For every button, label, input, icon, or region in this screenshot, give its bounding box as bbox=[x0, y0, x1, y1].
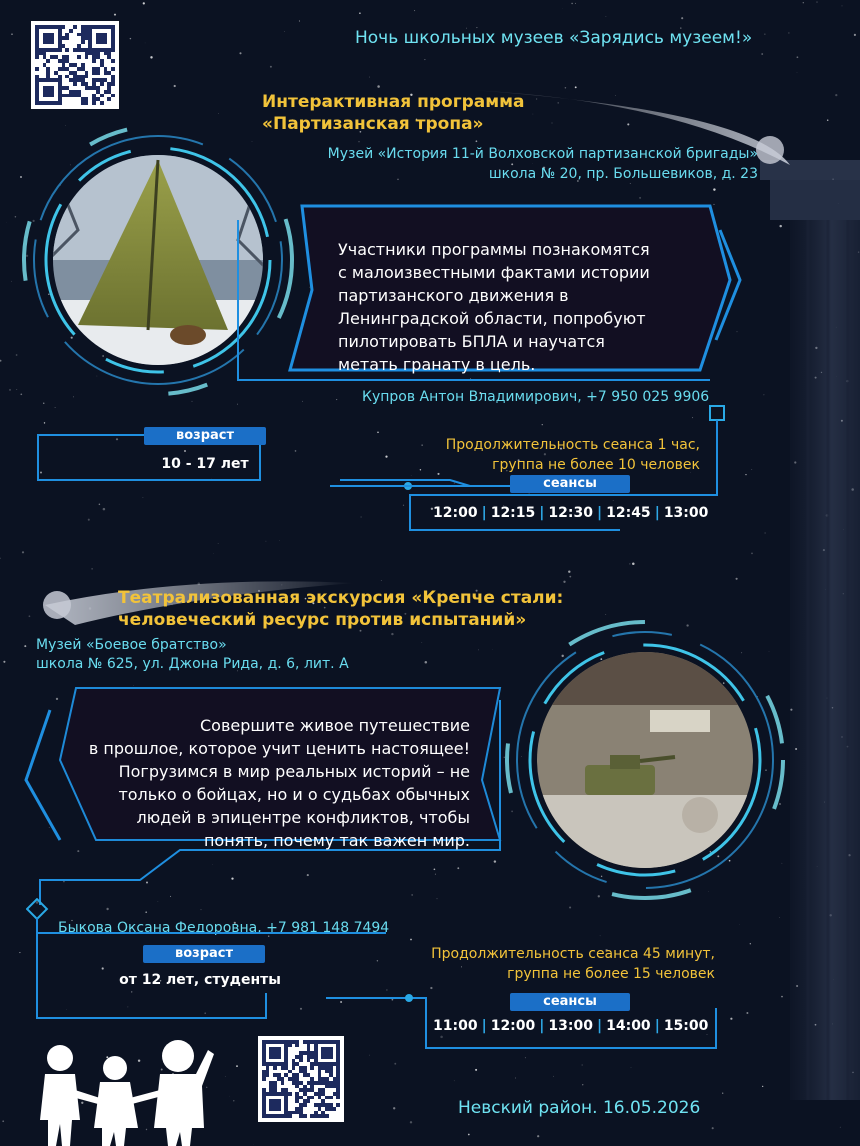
program2-title-line2: человеческий ресурс против испытаний» bbox=[118, 610, 527, 630]
duration-line: Продолжительность сеанса 45 минут, bbox=[431, 946, 715, 962]
program2-museum-address: школа № 625, ул. Джона Рида, д. 6, лит. А bbox=[36, 656, 349, 672]
session-time: 12:00 bbox=[490, 1018, 536, 1034]
description-line: только о бойцах, но и о судьбах обычных bbox=[118, 785, 470, 804]
duration-line: Продолжительность сеанса 1 час, bbox=[445, 437, 700, 453]
program1-description bbox=[338, 238, 698, 376]
comet-decoration-top bbox=[470, 70, 800, 180]
session-time: 15:00 bbox=[663, 1018, 709, 1034]
session-time: 12:45 bbox=[606, 505, 651, 521]
program1-museum-address: школа № 20, пр. Большевиков, д. 23 bbox=[488, 166, 758, 182]
description-line: понять, почему так важен мир. bbox=[203, 831, 470, 850]
qr-code-bottom[interactable] bbox=[258, 1036, 344, 1122]
description-line: партизанского движения в bbox=[338, 286, 569, 305]
program1-sessions-label: сеансы bbox=[510, 475, 630, 493]
program2-age-label: возраст bbox=[143, 945, 265, 963]
program2-age-value: от 12 лет, студенты bbox=[119, 972, 281, 988]
description-line: пилотировать БПЛА и научатся bbox=[338, 332, 605, 351]
program1-duration bbox=[380, 435, 700, 475]
description-line: Совершите живое путешествие bbox=[199, 716, 470, 735]
session-time: 13:00 bbox=[548, 1018, 593, 1034]
qr-pattern bbox=[35, 25, 115, 105]
program1-sessions-list: 12:00 | 12:15 | 12:30 | 12:45 | 13:00 bbox=[433, 505, 709, 521]
qr-pattern bbox=[262, 1040, 340, 1118]
program2-photo-frame bbox=[500, 615, 800, 905]
program1-museum-name: Музей «История 11-й Волховской партизанской бригады» bbox=[327, 146, 758, 162]
session-time: 14:00 bbox=[606, 1018, 651, 1034]
program1-age-value: 10 - 17 лет bbox=[161, 456, 249, 472]
duration-line: группа не более 15 человек bbox=[507, 966, 715, 982]
qr-code-top[interactable] bbox=[31, 21, 119, 109]
program2-duration bbox=[375, 944, 715, 984]
description-line: с малоизвестными фактами истории bbox=[338, 263, 650, 282]
description-line: в прошлое, которое учит ценить настоящее! bbox=[88, 739, 470, 758]
description-line: Погрузимся в мир реальных историй – не bbox=[118, 762, 470, 781]
program2-sessions-label: сеансы bbox=[510, 993, 630, 1011]
page-title: Ночь школьных музеев «Зарядись музеем!» bbox=[355, 28, 753, 48]
children-silhouette-icon bbox=[20, 1040, 220, 1146]
program1-age-label: возраст bbox=[144, 427, 266, 445]
description-line: людей в эпицентре конфликтов, чтобы bbox=[136, 808, 470, 827]
program2-sessions-list: 11:00 | 12:00 | 13:00 | 14:00 | 15:00 bbox=[433, 1018, 709, 1034]
program1-title-line1: Интерактивная программа bbox=[262, 92, 525, 112]
program1-title-line2: «Партизанская тропа» bbox=[262, 114, 484, 134]
session-time: 11:00 bbox=[433, 1018, 478, 1034]
description-line: Участники программы познакомятся bbox=[338, 240, 650, 259]
program1-contact: Купров Антон Владимирович, +7 950 025 9906 bbox=[362, 389, 710, 405]
session-time: 12:30 bbox=[548, 505, 593, 521]
footer-district-date: Невский район. 16.05.2026 bbox=[458, 1098, 701, 1118]
description-line: метать гранату в цель. bbox=[338, 355, 536, 374]
session-time: 12:00 bbox=[433, 505, 478, 521]
program2-description bbox=[70, 714, 470, 852]
battle-diorama-photo bbox=[530, 645, 770, 885]
program2-museum-name: Музей «Боевое братство» bbox=[36, 637, 227, 653]
program2-title-line1: Театрализованная экскурсия «Крепче стали: bbox=[118, 588, 564, 608]
session-time: 13:00 bbox=[663, 505, 709, 521]
program2-contact: Быкова Оксана Федоровна, +7 981 148 7494 bbox=[58, 920, 390, 936]
session-time: 12:15 bbox=[490, 505, 536, 521]
description-line: Ленинградской области, попробуют bbox=[338, 309, 646, 328]
duration-line: группа не более 10 человек bbox=[492, 457, 700, 473]
